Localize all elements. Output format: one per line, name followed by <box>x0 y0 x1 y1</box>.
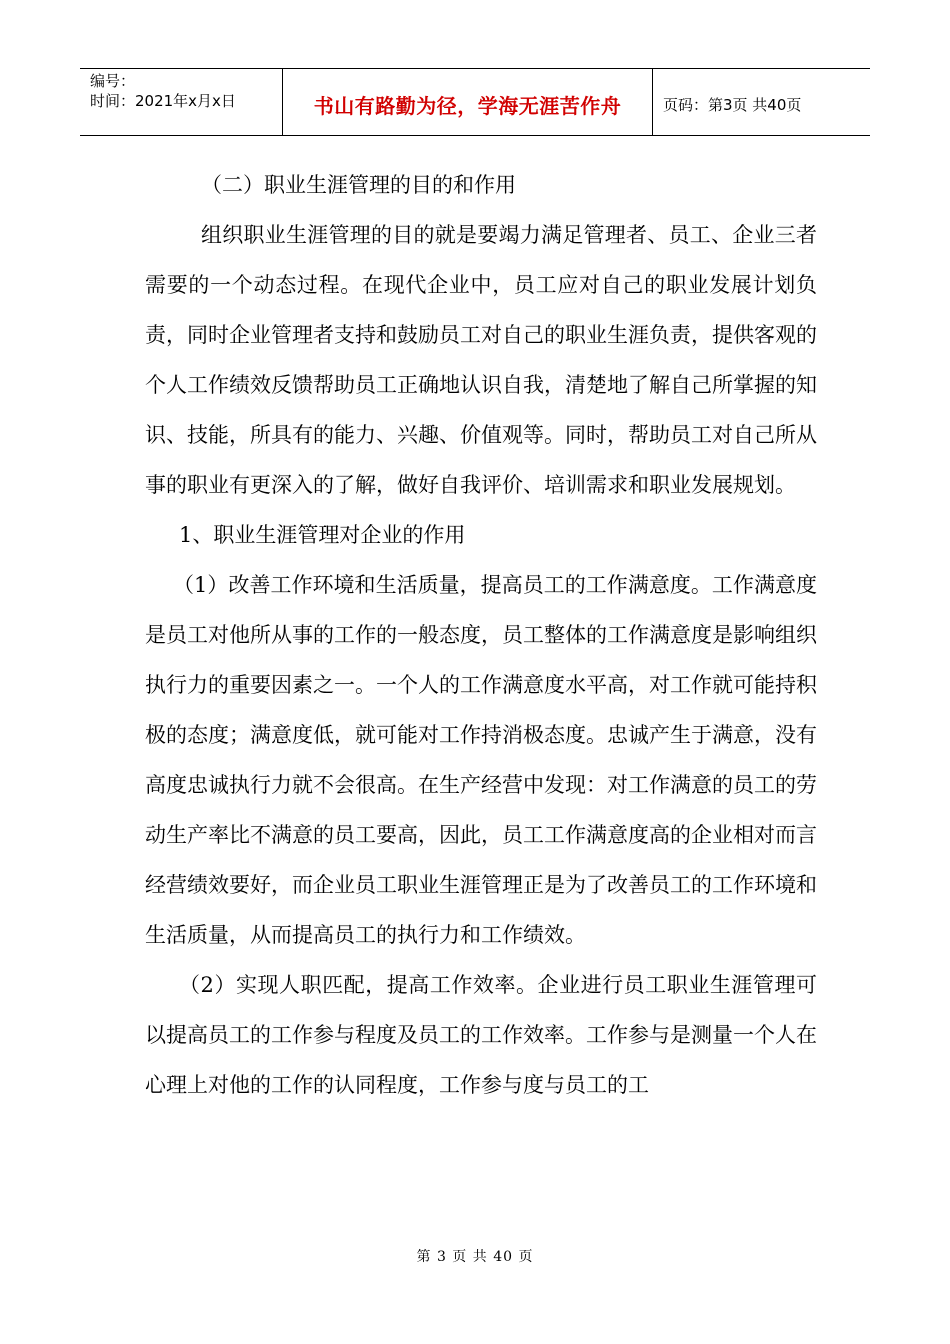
document-header <box>80 68 870 136</box>
paragraph-job-matching: （2）实现人职匹配，提高工作效率。企业进行员工职业生涯管理可以提高员工的工作参与程度及员工的工作效率。工作参与是测量一个人在心理上对他的工作的认同程度，工作参与度与员工的工 <box>145 973 817 1097</box>
page-footer: 第 3 页 共 40 页 <box>416 1249 534 1265</box>
subheading-enterprise-role: 1、职业生涯管理对企业的作用 <box>179 523 466 547</box>
document-number-label: 编号： <box>90 72 136 90</box>
header-motto: 书山有路勤为径，学海无涯苦作舟 <box>313 93 622 118</box>
paragraph-satisfaction: （1）改善工作环境和生活质量，提高员工的工作满意度。工作满意度是员工对他所从事的工作的一般态度，员工整体的工作满意度是影响组织执行力的重要因素之一。一个人的工作满意度水平高，对工作就可能持积极的态度；满意度低，就可能对工作持消极态度。忠诚产生于满意，没有高度忠诚执行力就不会很高。在生产经营中发现：对工作满意的员工的劳动生产率比不满意的员工要高，因此，员工工作满意度高的企业相对而言经营绩效要好，而企业员工职业生涯管理正是为了改善员工的工作环境和生活质量，从而提高员工的执行力和工作绩效。 <box>145 573 817 947</box>
document-date-label: 时间：2021年x月x日 <box>90 92 236 110</box>
paragraph-purpose: 组织职业生涯管理的目的就是要竭力满足管理者、员工、企业三者需要的一个动态过程。在现代企业中，员工应对自己的职业发展计划负责，同时企业管理者支持和鼓励员工对自己的职业生涯负责，提供客观的个人工作绩效反馈帮助员工正确地认识自我，清楚地了解自己所掌握的知识、技能，所具有的能力、兴趣、价值观等。同时，帮助员工对自己所从事的职业有更深入的了解，做好自我评价、培训需求和职业发展规划。 <box>145 223 817 497</box>
section-heading: （二）职业生涯管理的目的和作用 <box>201 173 516 197</box>
header-page-cell <box>653 69 870 135</box>
header-page-info: 页码：第3页 共40页 <box>663 95 802 114</box>
header-meta-cell <box>80 69 283 135</box>
document-body <box>145 160 817 1110</box>
header-motto-cell <box>283 69 653 135</box>
